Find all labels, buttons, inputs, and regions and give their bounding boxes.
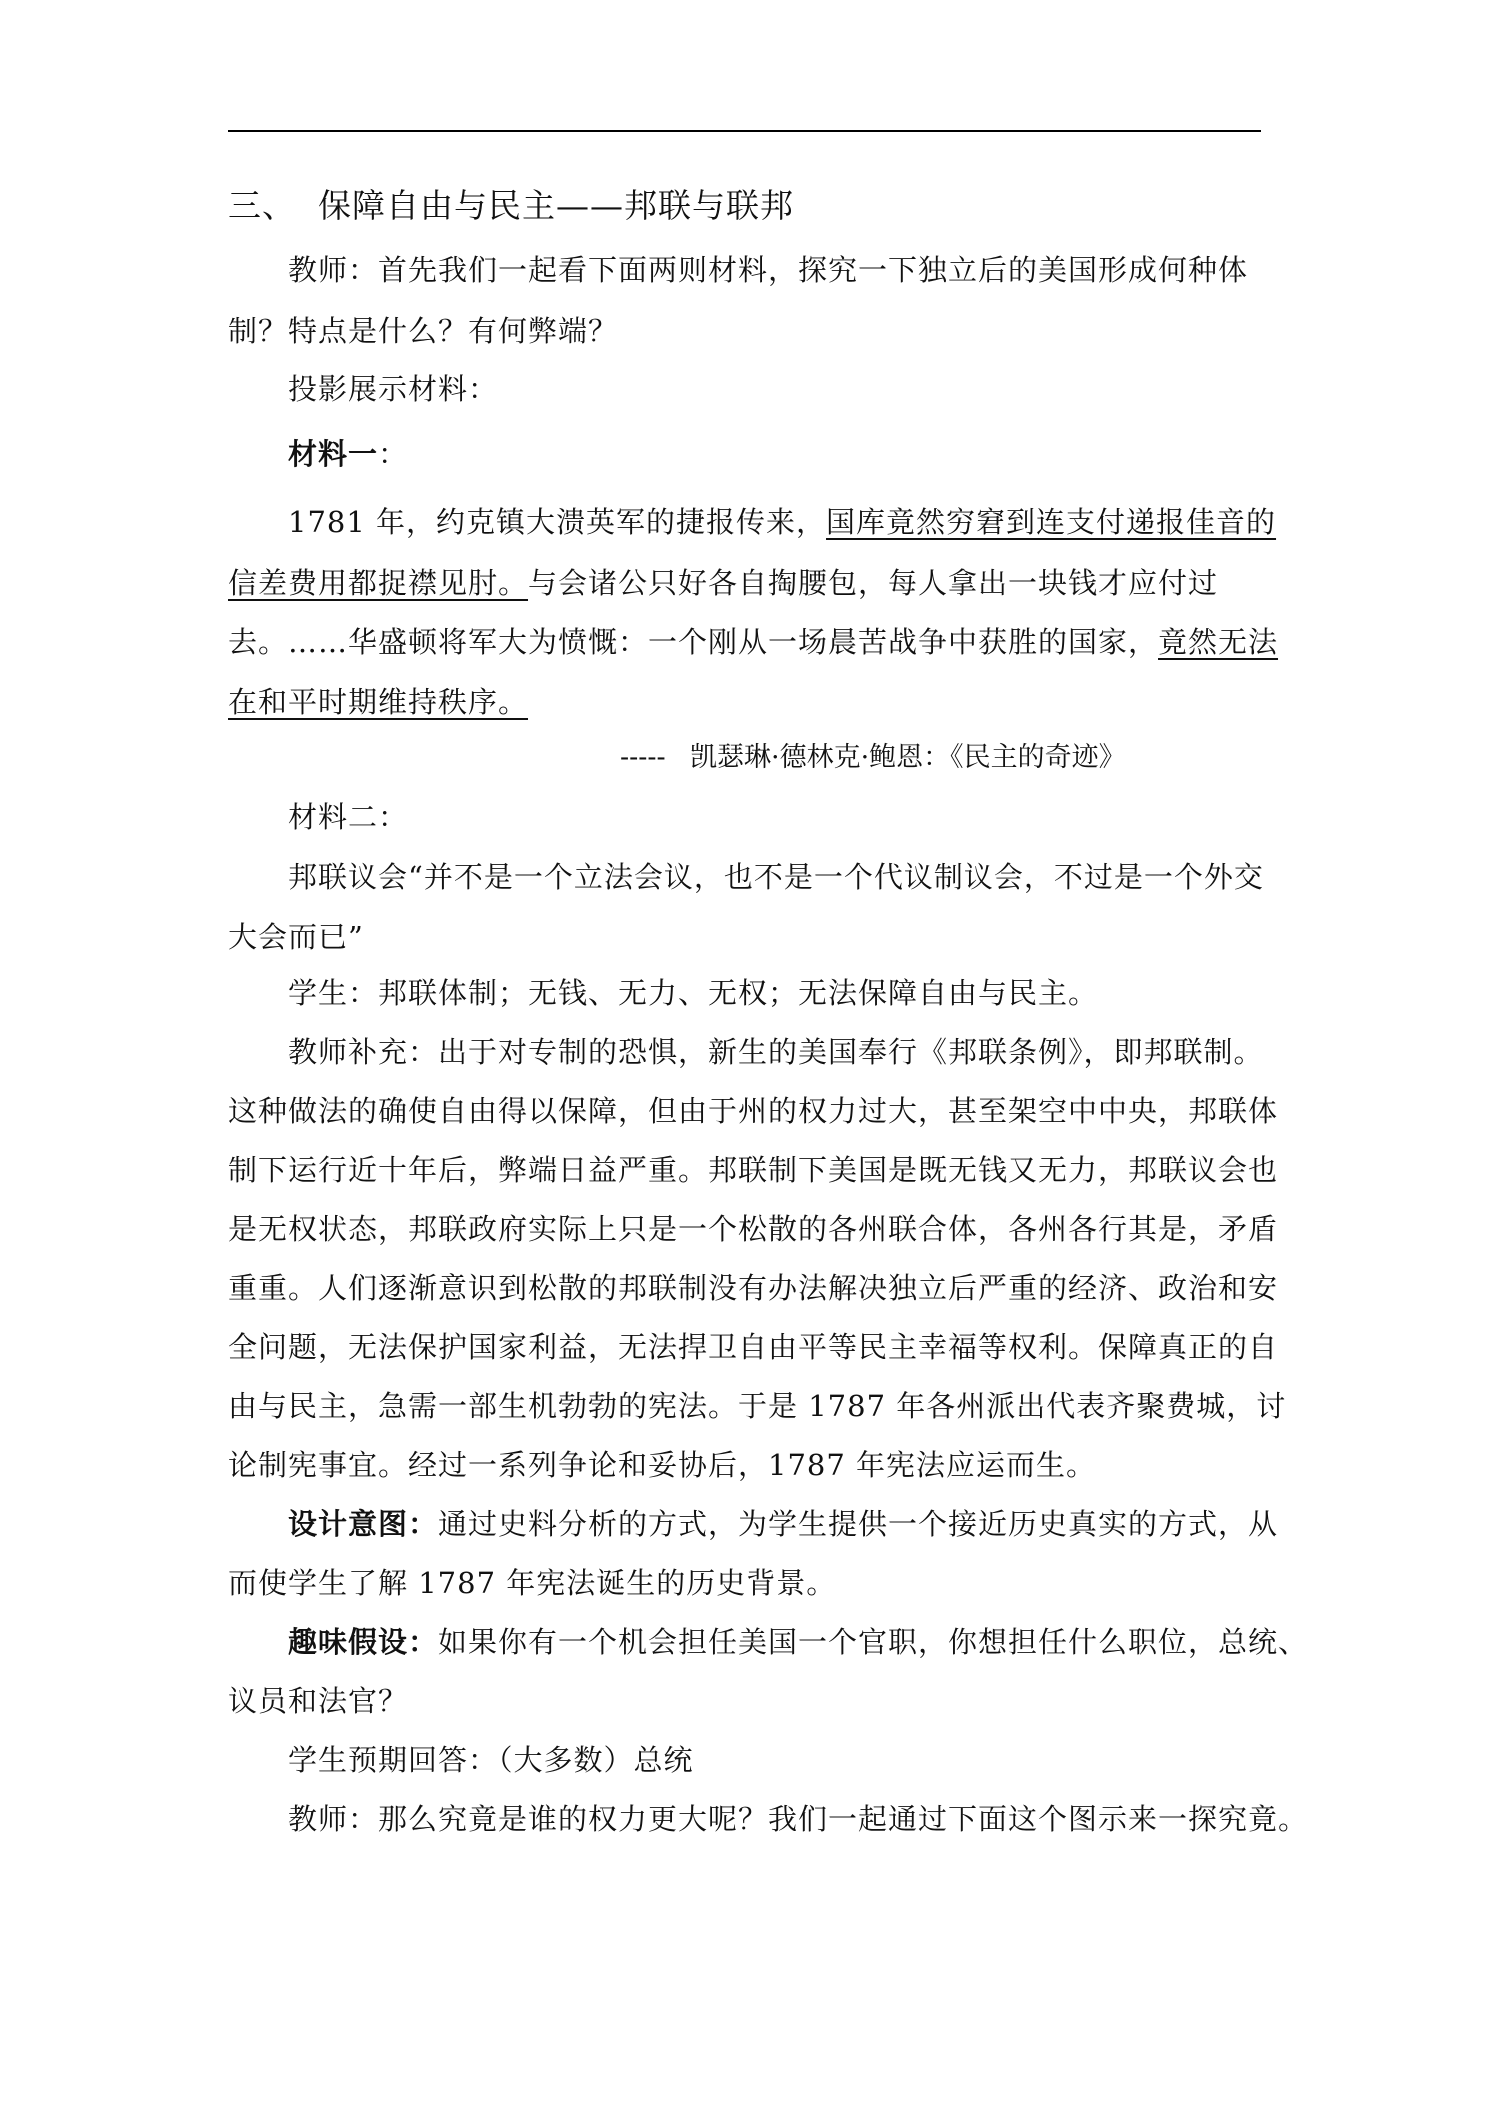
material1-attribution <box>620 738 1126 778</box>
material1-line-2 <box>228 563 1218 603</box>
material2-line-1: 邦联议会“并不是一个立法会议，也不是一个代议制议会，不过是一个外交 <box>288 860 1264 894</box>
header-rule <box>228 130 1261 132</box>
material1-p3-plain: 去。……华盛顿将军大为愤慨：一个刚从一场晨苦战争中获胜的国家， <box>228 625 1159 659</box>
teacher-supplement-line-4: 是无权状态，邦联政府实际上只是一个松散的各州联合体，各州各行其是，矛盾 <box>228 1212 1279 1246</box>
section-number: 三、 <box>228 186 296 225</box>
material1-p2-underlined: 信差费用都捉襟见肘。 <box>228 566 529 600</box>
design-intent-line-2: 而使学生了解 1787 年宪法诞生的历史背景。 <box>228 1566 837 1600</box>
fun-hypothesis-text-1: 如果你有一个机会担任美国一个官职，你想担任什么职位，总统、 <box>438 1625 1309 1659</box>
teacher-supplement-line-8: 论制宪事宜。经过一系列争论和妥协后，1787 年宪法应运而生。 <box>228 1448 1097 1482</box>
teacher-supplement-line-1: 教师补充：出于对专制的恐惧，新生的美国奉行《邦联条例》，即邦联制。 <box>288 1035 1264 1069</box>
intro-line-3: 投影展示材料： <box>288 372 499 406</box>
closing-line: 教师：那么究竟是谁的权力更大呢？我们一起通过下面这个图示来一探究竟。 <box>288 1802 1309 1836</box>
fun-hypothesis-line-2: 议员和法官？ <box>228 1684 409 1718</box>
material1-label-colon: ： <box>378 437 409 471</box>
material1-label <box>288 434 408 474</box>
design-intent-line-1 <box>288 1504 1278 1544</box>
material2-label: 材料二： <box>288 800 409 834</box>
attribution-dash: ----- <box>620 742 666 773</box>
attribution-text: 凯瑟琳·德林克·鲍恩：《民主的奇迹》 <box>690 742 1126 773</box>
design-intent-label: 设计意图： <box>288 1507 439 1541</box>
material2-line-2: 大会而已” <box>228 920 364 954</box>
teacher-supplement-line-5: 重重。人们逐渐意识到松散的邦联制没有办法解决独立后严重的经济、政治和安 <box>228 1271 1279 1305</box>
material1-line-3 <box>228 622 1278 662</box>
section-title: 保障自由与民主——邦联与联邦 <box>318 186 794 225</box>
material1-p3-underlined: 竟然无法 <box>1158 625 1279 659</box>
material1-p4-underlined: 在和平时期维持秩序。 <box>228 685 529 719</box>
fun-hypothesis-label: 趣味假设： <box>288 1625 439 1659</box>
intro-line-1: 教师：首先我们一起看下面两则材料，探究一下独立后的美国形成何种体 <box>288 253 1249 287</box>
design-intent-text-1: 通过史料分析的方式，为学生提供一个接近历史真实的方式，从 <box>438 1507 1279 1541</box>
student-answer: 学生：邦联体制；无钱、无力、无权；无法保障自由与民主。 <box>288 976 1099 1010</box>
section-heading <box>228 184 794 228</box>
teacher-supplement-line-2: 这种做法的确使自由得以保障，但由于州的权力过大，甚至架空中中央，邦联体 <box>228 1094 1279 1128</box>
material1-line-4 <box>228 682 528 722</box>
teacher-supplement-line-3: 制下运行近十年后，弊端日益严重。邦联制下美国是既无钱又无力，邦联议会也 <box>228 1153 1279 1187</box>
material1-p1-plain: 1781 年，约克镇大溃英军的捷报传来， <box>288 505 827 539</box>
teacher-supplement-line-7: 由与民主，急需一部生机勃勃的宪法。于是 1787 年各州派出代表齐聚费城，讨 <box>228 1389 1287 1423</box>
expected-answer: 学生预期回答：（大多数）总统 <box>288 1743 694 1777</box>
material1-line-1 <box>288 502 1276 542</box>
material1-label-text: 材料一 <box>288 437 379 471</box>
material1-p2-plain: 与会诸公只好各自掏腰包，每人拿出一块钱才应付过 <box>528 566 1219 600</box>
teacher-supplement-line-6: 全问题，无法保护国家利益，无法捍卫自由平等民主幸福等权利。保障真正的自 <box>228 1330 1279 1364</box>
intro-line-2: 制？特点是什么？有何弊端？ <box>228 314 619 348</box>
fun-hypothesis-line-1 <box>288 1622 1308 1662</box>
material1-p1-underlined: 国库竟然穷窘到连支付递报佳音的 <box>826 505 1277 539</box>
